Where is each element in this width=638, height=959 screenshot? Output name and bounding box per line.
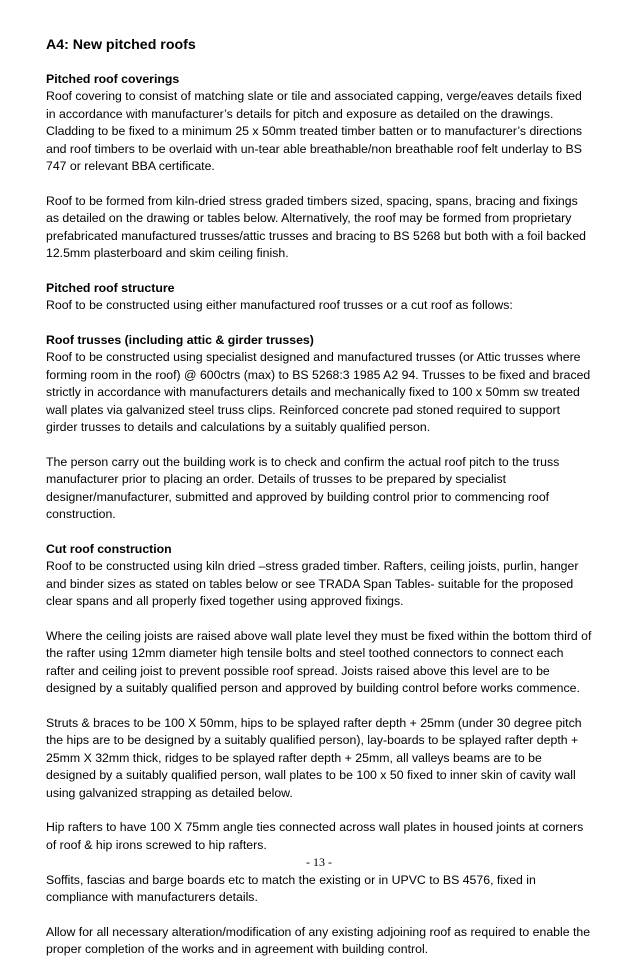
page-number: - 13 -	[306, 855, 332, 869]
page-title: A4: New pitched roofs	[46, 37, 196, 53]
paragraph: The person carry out the building work is to check and confirm the actual roof pitch to the truss manufacturer prior to placing an order. Details of trusses to be prepared by specialist designer/manufacturer, submitted and approved by building control prior to commencing roof construction.	[46, 454, 560, 522]
section-cut-roof-construction	[46, 541, 594, 959]
section-heading: Roof trusses (including attic & girder trusses)	[46, 333, 314, 348]
document-page	[46, 36, 594, 959]
paragraph: Soffits, fascias and barge boards etc to match the existing or in UPVC to BS 4576, fixed in compliance with manufacturers details.	[46, 872, 536, 904]
section-heading: Pitched roof coverings	[46, 72, 180, 86]
paragraph: Roof to be constructed using kiln dried –stress graded timber. Rafters, ceiling joists, purlin, hanger and binder sizes as stated on tables below or see TRADA Span Tables- suitable for the proposed clear spans and all properly fixed together using approved fixings.	[46, 559, 579, 609]
paragraph: Roof to be constructed using specialist designed and manufactured trusses (or Attic trusses where forming room in the roof) @ 600ctrs (max) to BS 5268:3 1985 A2 94. Trusses to be fixed and braced strictly in accordance with manufacturers details and mechanically fixed to 100 x 50mm sw treated wall plates via galvanized steel truss clips. Reinforced concrete pad stoned required to support girder trusses to details and calculations by a suitably qualified person.	[46, 350, 591, 435]
section-heading: Cut roof construction	[46, 541, 172, 556]
paragraph: Struts & braces to be 100 X 50mm, hips to be splayed rafter depth + 25mm (under 30 degree pitch the hips are to be designed by a suitably qualified person), lay-boards to be splayed rafter depth + 25mm X 32mm thick, ridges to be splayed rafter depth + 25mm, all valleys beams are to be designed by a suitably qualified person, wall plates to be 100 x 50 fixed to inner skin of cavity wall using galvanized strapping as detailed below.	[46, 715, 582, 800]
section-roof-trusses	[46, 332, 594, 523]
paragraph: Where the ceiling joists are raised above wall plate level they must be fixed within the bottom third of the rafter using 12mm diameter high tensile bolts and steel toothed connectors to connect each rafter and ceiling joist to prevent possible roof spread. Joists raised above this level are to be designed by a suitably qualified person and approved by building control before works commence.	[46, 628, 592, 696]
section-heading: Pitched roof structure	[46, 280, 175, 295]
paragraph: Roof covering to consist of matching slate or tile and associated capping, verge/eaves details fixed in accordance with manufacturer’s details for pitch and exposure as detailed on the drawings. Cladding to be fixed to a minimum 25 x 50mm treated timber batten or to manufacturer’s directions and roof timbers to be overlaid with un-tear able breathable/non breathable roof felt underlay to BS 747 or relevant BBA certificate.	[46, 89, 583, 174]
paragraph: Roof to be formed from kiln-dried stress graded timbers sized, spacing, spans, bracing and fixings as detailed on the drawing or tables below. Alternatively, the roof may be formed from proprietary prefabricated manufactured trusses/attic trusses and bracing to BS 5268 but both with a foil backed 12.5mm plasterboard and skim ceiling finish.	[46, 193, 587, 261]
paragraph: Hip rafters to have 100 X 75mm angle ties connected across wall plates in housed joints at corners of roof & hip irons screwed to hip rafters.	[46, 820, 584, 852]
paragraph: Allow for all necessary alteration/modification of any existing adjoining roof as required to enable the proper completion of the works and in agreement with building control.	[46, 924, 591, 957]
section-pitched-roof-structure	[46, 280, 594, 315]
section-pitched-roof-coverings	[46, 71, 594, 262]
paragraph: Roof to be constructed using either manufactured roof trusses or a cut roof as follows:	[46, 298, 513, 313]
